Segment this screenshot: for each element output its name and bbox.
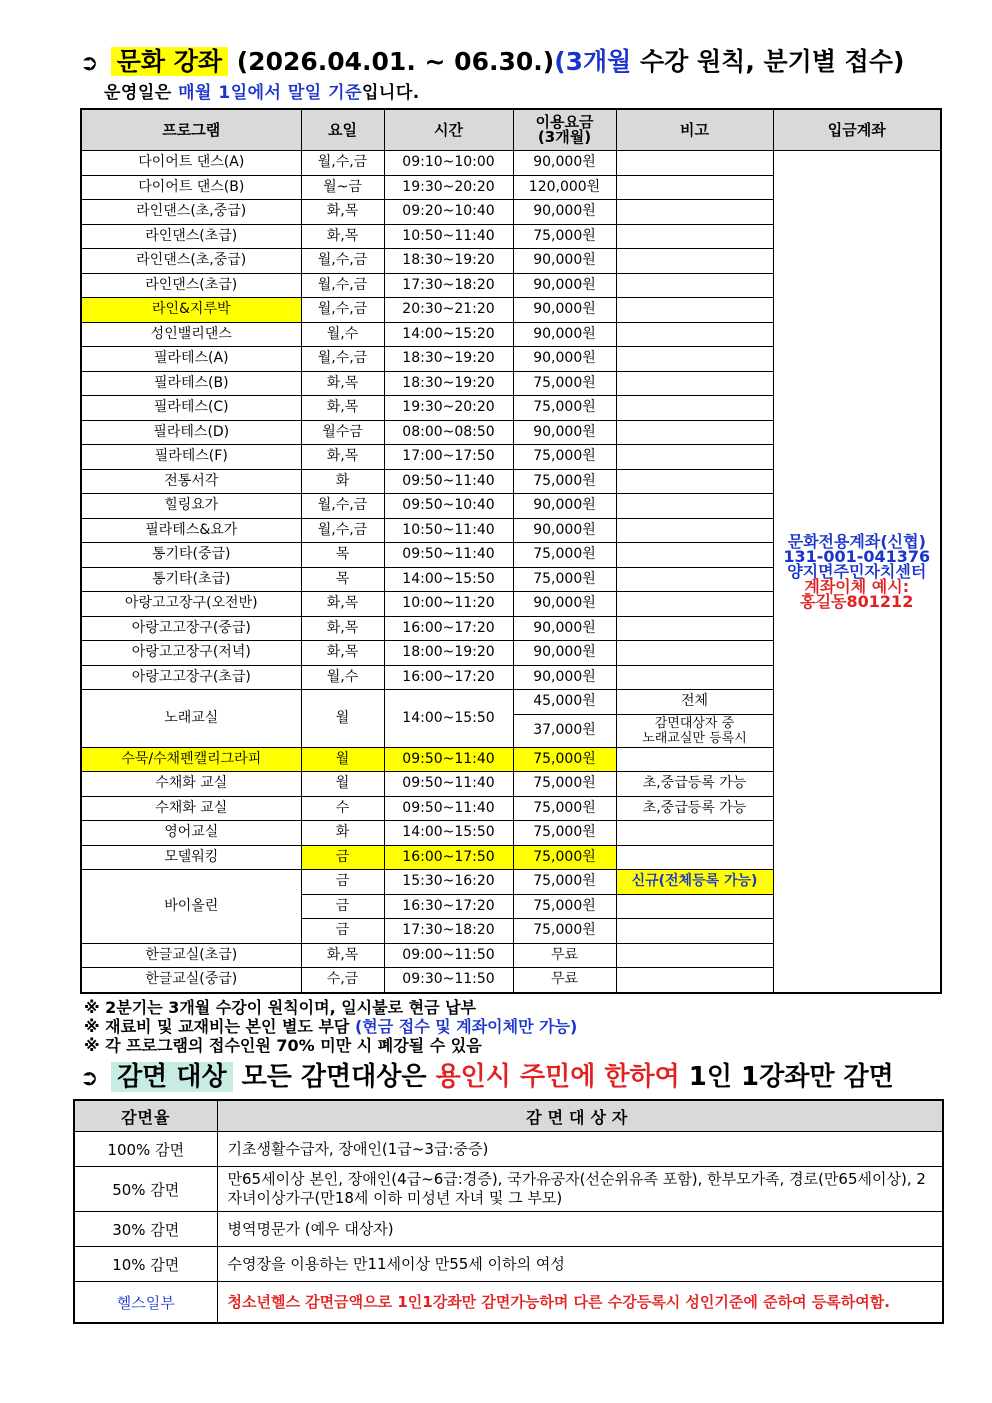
cell-day: 화	[301, 821, 384, 846]
discount-header-target: 감면대상자	[217, 1100, 943, 1132]
section-label-discount: 감면 대상	[111, 1062, 233, 1092]
cell-time: 18:30~19:20	[384, 347, 513, 372]
cell-note	[616, 821, 773, 846]
cell-day: 월,수	[301, 322, 384, 347]
cell-time: 09:30~11:50	[384, 968, 513, 993]
discount-desc: 수영장을 이용하는 만11세이상 만55세 이하의 여성	[217, 1247, 943, 1282]
cell-day: 수,금	[301, 968, 384, 993]
cell-note	[616, 200, 773, 225]
header-time: 시간	[384, 109, 513, 151]
cell-note	[616, 175, 773, 200]
cell-program: 수채화 교실	[81, 772, 301, 797]
cell-time: 19:30~20:20	[384, 396, 513, 421]
note-1: ※ 2분기는 3개월 수강이 원칙이며, 일시불로 현금 납부	[84, 998, 477, 1017]
cell-day: 월~금	[301, 175, 384, 200]
cell-fee: 90,000원	[513, 641, 616, 666]
cell-note	[616, 224, 773, 249]
discount-desc: 기초생활수급자, 장애인(1급~3급:중증)	[217, 1132, 943, 1167]
cell-day: 금	[301, 845, 384, 870]
discount-rate: 30% 감면	[74, 1212, 217, 1247]
cell-program: 라인댄스(초,중급)	[81, 249, 301, 274]
cell-program: 라인댄스(초,중급)	[81, 200, 301, 225]
cell-fee: 90,000원	[513, 273, 616, 298]
cell-program: 한글교실(중급)	[81, 968, 301, 993]
cell-day: 월,수,금	[301, 273, 384, 298]
cell-day: 월	[301, 690, 384, 748]
discount-row	[74, 1247, 943, 1282]
cell-time: 10:50~11:40	[384, 224, 513, 249]
period: (2026.04.01. ~ 06.30.)	[236, 47, 555, 76]
cell-time: 09:10~10:00	[384, 151, 513, 176]
cell-day: 화,목	[301, 616, 384, 641]
note-2-text: ※ 재료비 및 교재비는 본인 별도 부담	[84, 1017, 355, 1036]
cell-time: 18:30~19:20	[384, 249, 513, 274]
cell-day: 금	[301, 919, 384, 944]
cell-fee: 75,000원	[513, 821, 616, 846]
section-heading-discount	[80, 1059, 894, 1097]
note-line: 감면대상자 중	[654, 715, 735, 731]
op-highlight: 매월 1일에서 말일 기준	[178, 83, 362, 103]
cell-day: 화,목	[301, 445, 384, 470]
cell-time: 20:30~21:20	[384, 298, 513, 323]
cell-time: 10:50~11:40	[384, 518, 513, 543]
cell-note	[616, 567, 773, 592]
discount-text-3: 1인 1강좌만 감면	[679, 1062, 894, 1092]
cell-day: 월	[301, 747, 384, 772]
account-line3: 양지면주민자치센터	[787, 561, 927, 581]
cell-time: 14:00~15:50	[384, 690, 513, 748]
account-line1: 문화전용계좌(신협)	[787, 531, 926, 551]
cell-program: 성인밸리댄스	[81, 322, 301, 347]
discount-row	[74, 1212, 943, 1247]
cell-time: 17:00~17:50	[384, 445, 513, 470]
cell-day: 화,목	[301, 641, 384, 666]
cell-note	[616, 322, 773, 347]
cell-note	[616, 968, 773, 993]
section-heading-culture	[80, 44, 904, 82]
cell-time: 09:20~10:40	[384, 200, 513, 225]
cell-day: 화,목	[301, 943, 384, 968]
cell-time: 09:50~11:40	[384, 796, 513, 821]
cell-program: 바이올린	[81, 870, 301, 944]
cell-fee: 90,000원	[513, 616, 616, 641]
note-2-payment: (현금 접수 및 계좌이체만 가능)	[354, 1017, 578, 1036]
note-3: ※ 각 프로그램의 접수인원 70% 미만 시 폐강될 수 있음	[84, 1036, 482, 1055]
cell-program: 필라테스(C)	[81, 396, 301, 421]
op-suffix: 입니다.	[362, 83, 420, 103]
cell-time: 14:00~15:20	[384, 322, 513, 347]
cell-day: 화,목	[301, 200, 384, 225]
cell-fee: 120,000원	[513, 175, 616, 200]
discount-row	[74, 1132, 943, 1167]
cell-note	[616, 469, 773, 494]
cell-time: 18:30~19:20	[384, 371, 513, 396]
discount-rate: 헬스일부	[74, 1282, 217, 1324]
note-line: 노래교실만 등록시	[642, 730, 747, 746]
discount-header-rate: 감면율	[74, 1100, 217, 1132]
cell-program: 아랑고고장구(중급)	[81, 616, 301, 641]
fee-header-line2: (3개월)	[537, 128, 592, 146]
cell-day: 월,수,금	[301, 518, 384, 543]
table-header-row	[81, 109, 941, 151]
header-note: 비고	[616, 109, 773, 151]
account-line5: 홍길동801212	[800, 591, 914, 611]
cell-note	[616, 298, 773, 323]
heading-rest: 수강 원칙, 분기별 접수)	[631, 47, 905, 76]
cell-time: 09:50~11:40	[384, 747, 513, 772]
cell-fee: 75,000원	[513, 224, 616, 249]
cell-note	[616, 592, 773, 617]
header-account: 입금계좌	[773, 109, 941, 151]
cell-note	[616, 420, 773, 445]
note-2	[84, 1017, 577, 1036]
discount-rate: 10% 감면	[74, 1247, 217, 1282]
arrow-bullet-icon: ➲	[80, 51, 99, 76]
cell-fee: 75,000원	[513, 919, 616, 944]
discount-rate: 50% 감면	[74, 1167, 217, 1212]
cell-note	[616, 919, 773, 944]
cell-note	[616, 894, 773, 919]
cell-program: 아랑고고장구(저녁)	[81, 641, 301, 666]
cell-fee: 90,000원	[513, 592, 616, 617]
cell-fee: 무료	[513, 943, 616, 968]
cell-program: 통기타(초급)	[81, 567, 301, 592]
cell-fee: 90,000원	[513, 518, 616, 543]
cell-fee: 75,000원	[513, 772, 616, 797]
cell-note	[616, 747, 773, 772]
cell-time: 09:50~11:40	[384, 543, 513, 568]
cell-program: 라인댄스(초급)	[81, 224, 301, 249]
cell-day: 수	[301, 796, 384, 821]
cell-program: 라인&지루박	[81, 298, 301, 323]
cell-day: 월,수,금	[301, 151, 384, 176]
cell-day: 월,수,금	[301, 494, 384, 519]
cell-time: 16:00~17:20	[384, 616, 513, 641]
cell-note	[616, 543, 773, 568]
cell-note	[616, 714, 773, 747]
cell-time: 17:30~18:20	[384, 273, 513, 298]
cell-fee: 90,000원	[513, 298, 616, 323]
cell-fee: 90,000원	[513, 420, 616, 445]
discount-row	[74, 1167, 943, 1212]
header-day: 요일	[301, 109, 384, 151]
cell-program: 필라테스(A)	[81, 347, 301, 372]
cell-day: 금	[301, 870, 384, 895]
cell-time: 16:00~17:20	[384, 665, 513, 690]
cell-fee: 75,000원	[513, 870, 616, 895]
cell-program: 힐링요가	[81, 494, 301, 519]
cell-fee: 37,000원	[513, 714, 616, 747]
discount-desc: 병역명문가 (예우 대상자)	[217, 1212, 943, 1247]
cell-note: 초,중급등록 가능	[616, 796, 773, 821]
cell-note	[616, 151, 773, 176]
cell-time: 16:30~17:20	[384, 894, 513, 919]
cell-fee: 75,000원	[513, 445, 616, 470]
cell-day: 목	[301, 543, 384, 568]
cell-note: 신규(전체등록 가능)	[616, 870, 773, 895]
cell-program: 필라테스(B)	[81, 371, 301, 396]
account-cell	[773, 151, 941, 993]
cell-time: 17:30~18:20	[384, 919, 513, 944]
cell-program: 라인댄스(초급)	[81, 273, 301, 298]
cell-program: 노래교실	[81, 690, 301, 748]
cell-day: 월	[301, 772, 384, 797]
cell-day: 금	[301, 894, 384, 919]
notes	[84, 998, 577, 1055]
cell-note	[616, 943, 773, 968]
months: (3개월	[554, 47, 632, 76]
cell-note	[616, 347, 773, 372]
cell-note: 전체	[616, 690, 773, 715]
cell-note	[616, 665, 773, 690]
cell-time: 16:00~17:50	[384, 845, 513, 870]
discount-text-2: 용인시 주민에 한하여	[435, 1062, 680, 1092]
cell-note	[616, 641, 773, 666]
cell-program: 필라테스(D)	[81, 420, 301, 445]
account-line2: 131-001-041376	[783, 546, 931, 566]
cell-time: 09:00~11:50	[384, 943, 513, 968]
cell-time: 18:00~19:20	[384, 641, 513, 666]
cell-fee: 90,000원	[513, 249, 616, 274]
cell-fee: 45,000원	[513, 690, 616, 715]
discount-text-1: 모든 감면대상은	[232, 1062, 436, 1092]
cell-day: 화,목	[301, 371, 384, 396]
cell-day: 화,목	[301, 592, 384, 617]
cell-time: 08:00~08:50	[384, 420, 513, 445]
cell-day: 화,목	[301, 224, 384, 249]
cell-fee: 무료	[513, 968, 616, 993]
discount-desc: 청소년헬스 감면금액으로 1인1강좌만 감면가능하며 다른 수강등록시 성인기준에 준하여 등록하여함.	[217, 1282, 943, 1324]
discount-header-row	[74, 1100, 943, 1132]
cell-time: 19:30~20:20	[384, 175, 513, 200]
cell-time: 10:00~11:20	[384, 592, 513, 617]
table-row	[81, 151, 941, 176]
cell-fee: 90,000원	[513, 665, 616, 690]
cell-fee: 75,000원	[513, 567, 616, 592]
cell-day: 월,수,금	[301, 347, 384, 372]
cell-program: 다이어트 댄스(B)	[81, 175, 301, 200]
cell-program: 필라테스&요가	[81, 518, 301, 543]
header-fee	[513, 109, 616, 151]
program-table	[80, 108, 942, 994]
cell-program: 수채화 교실	[81, 796, 301, 821]
cell-note	[616, 273, 773, 298]
cell-program: 영어교실	[81, 821, 301, 846]
cell-fee: 75,000원	[513, 747, 616, 772]
cell-program: 통기타(중급)	[81, 543, 301, 568]
cell-fee: 90,000원	[513, 151, 616, 176]
cell-program: 한글교실(초급)	[81, 943, 301, 968]
cell-program: 수묵/수채펜캘리그라피	[81, 747, 301, 772]
section-label: 문화 강좌	[111, 47, 228, 76]
arrow-bullet-icon: ➲	[80, 1066, 99, 1091]
header-program: 프로그램	[81, 109, 301, 151]
cell-time: 09:50~11:40	[384, 469, 513, 494]
cell-note	[616, 494, 773, 519]
cell-time: 09:50~11:40	[384, 772, 513, 797]
fee-header-line1: 이용요금	[535, 113, 594, 131]
cell-fee: 90,000원	[513, 347, 616, 372]
cell-time: 14:00~15:50	[384, 567, 513, 592]
account-line4: 계좌이체 예시:	[804, 576, 910, 596]
cell-note	[616, 616, 773, 641]
discount-rate: 100% 감면	[74, 1132, 217, 1167]
cell-time: 15:30~16:20	[384, 870, 513, 895]
discount-desc: 만65세이상 본인, 장애인(4급~6급:경증), 국가유공자(선순위유족 포함), 한부모가족, 경로(만65세이상), 2자녀이상가구(만18세 이하 미성년 자녀 및 그 부모)	[217, 1167, 943, 1212]
cell-fee: 75,000원	[513, 543, 616, 568]
cell-fee: 75,000원	[513, 796, 616, 821]
cell-fee: 75,000원	[513, 894, 616, 919]
op-prefix: 운영일은	[104, 83, 179, 103]
cell-note: 초,중급등록 가능	[616, 772, 773, 797]
cell-program: 필라테스(F)	[81, 445, 301, 470]
cell-fee: 90,000원	[513, 494, 616, 519]
cell-note	[616, 445, 773, 470]
cell-note	[616, 371, 773, 396]
cell-day: 목	[301, 567, 384, 592]
cell-fee: 90,000원	[513, 322, 616, 347]
cell-program: 아랑고고장구(초급)	[81, 665, 301, 690]
cell-fee: 75,000원	[513, 469, 616, 494]
cell-program: 모델워킹	[81, 845, 301, 870]
cell-day: 화,목	[301, 396, 384, 421]
cell-note	[616, 518, 773, 543]
cell-fee: 75,000원	[513, 371, 616, 396]
cell-program: 아랑고고장구(오전반)	[81, 592, 301, 617]
cell-time: 14:00~15:50	[384, 821, 513, 846]
cell-program: 다이어트 댄스(A)	[81, 151, 301, 176]
cell-day: 월수금	[301, 420, 384, 445]
cell-note	[616, 396, 773, 421]
cell-fee: 75,000원	[513, 845, 616, 870]
cell-fee: 90,000원	[513, 200, 616, 225]
cell-day: 월,수,금	[301, 249, 384, 274]
cell-day: 화	[301, 469, 384, 494]
cell-time: 09:50~10:40	[384, 494, 513, 519]
cell-day: 월,수	[301, 665, 384, 690]
operating-note	[104, 78, 420, 103]
cell-program: 전통서각	[81, 469, 301, 494]
discount-row	[74, 1282, 943, 1324]
cell-note	[616, 249, 773, 274]
cell-note	[616, 845, 773, 870]
discount-table	[73, 1099, 944, 1324]
cell-day: 월,수,금	[301, 298, 384, 323]
cell-fee: 75,000원	[513, 396, 616, 421]
